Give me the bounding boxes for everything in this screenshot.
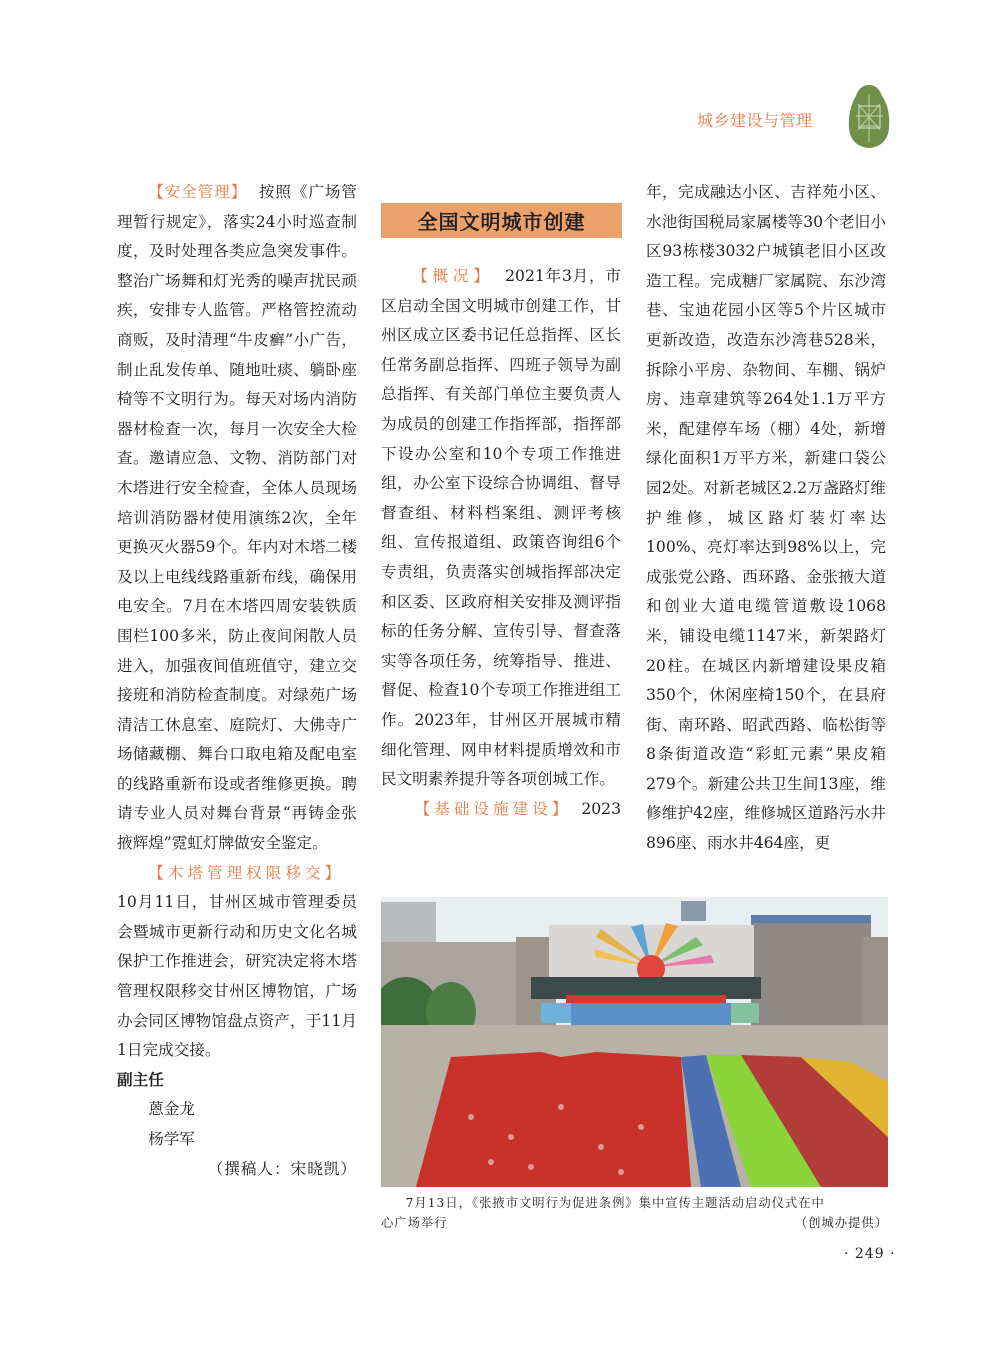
author-credit: （撰稿人：宋晓凯） xyxy=(207,1159,357,1178)
jade-seal-icon xyxy=(846,82,892,150)
section-banner xyxy=(381,203,622,238)
person-name: 杨学军 xyxy=(148,1130,195,1148)
paragraph-overview xyxy=(381,262,621,795)
caption-line-1: 7月13日，《张掖市文明行为促进条例》集中宣传主题活动启动仪式在中 xyxy=(405,1196,825,1210)
transfer-text: 10月11日，甘州区城市管理委员会暨城市更新行动和历史文化名城保护工作推进会，研究决定将木塔管理权限移交甘州区博物馆，广场办会同区博物馆盘点资产，于11月1日完成交接。 xyxy=(117,893,357,1060)
event-photo xyxy=(381,897,888,1187)
caption-line-2: 心广场举行 xyxy=(381,1216,448,1230)
square-ceremony-crowd-photo xyxy=(381,897,888,1187)
caption-line-2-row xyxy=(381,1213,888,1233)
page-number: · 249 · xyxy=(844,1246,896,1262)
section-tag-overview: 【概况】 xyxy=(412,267,494,285)
section-title: 全国文明城市创建 xyxy=(417,210,586,234)
paragraph-safety-management xyxy=(117,178,357,859)
overview-text: 2021年3月，市区启动全国文明城市创建工作，甘州区成立区委书记任总指挥、区长任常务副总指挥、四班子领导为副总指挥、有关部门单位主要负责人为成员的创建工作指挥部，指挥部下设办公室和10个专项工作推进组，办公室下设综合协调组、督导督查组、材料档案组、测评考核组、宣传报道组、政策咨询组6个专责组，负责落实创城指挥部决定和区委、区政府相关安排及测评指标的任务分解、宣传引导、督查落实等各项任务，统筹指导、推进、督促、检查10个专项工作推进组工作。2023年，甘州区开展城市精细化管理、网申材料提质增效和市民文明素养提升等各项创城工作。 xyxy=(381,267,621,789)
running-header-title: 城乡建设与管理 xyxy=(697,111,813,130)
section-tag-transfer: 【木塔管理权限移交】 xyxy=(148,863,345,882)
section-tag-infrastructure: 【基础设施建设】 xyxy=(414,799,572,818)
role-title: 副主任 xyxy=(117,1070,164,1089)
paragraph-tower-transfer xyxy=(117,859,357,889)
infrastructure-text-start: 2023 xyxy=(581,799,621,818)
column-middle xyxy=(381,262,621,824)
infrastructure-text-continued: 年，完成融达小区、吉祥苑小区、水池街国税局家属楼等30个老旧小区93栋楼3032户城镇老旧小区改造工程。完成糖厂家属院、东沙湾巷、宝迪花园小区等5个片区城市更新改造，改造东沙湾巷528米，拆除小平房、杂物间、车棚、锅炉房、违章建筑等264处1.1万平方米，配建停车场（棚）4处，新增绿化面积1万平方米，新建口袋公园2处。对新老城区2.2万盏路灯维护维修，城区路灯装灯率达100%、亮灯率达到98%以上，完成张党公路、西环路、金张掖大道和创业大道电缆管道敷设1068米，铺设电缆1147米，新架路灯20柱。在城区内新增建设果皮箱350个，休闲座椅150个，在县府街、南环路、昭武西路、临松街等8条街道改造“彩虹元素”果皮箱279个。新建公共卫生间13座，维修维护42座，维修城区道路污水井896座、雨水井464座，更 xyxy=(646,183,886,853)
photo-caption xyxy=(381,1193,888,1233)
crowd-red xyxy=(416,1052,691,1187)
column-left xyxy=(117,178,357,1184)
person-name: 蒽金龙 xyxy=(148,1100,195,1119)
safety-text: 按照《广场管理暂行规定》，落实24小时巡查制度，及时处理各类应急突发事件。整治广场舞和灯光秀的噪声扰民顽疾，安排专人监管。严格管控流动商贩，及时清理“牛皮癣”小广告，制止乱发传单、随地吐痰、躺卧座椅等不文明行为。每天对场内消防器材检查一次，每月一次安全大检查。邀请应急、文物、消防部门对木塔进行安全检查，全体人员现场培训消防器材使用演练2次，全年更换灭火器59个。年内对木塔二楼及以上电线线路重新布线，确保用电安全。7月在木塔四周安装铁质围栏100多米，防止夜间闲散人员进入，加强夜间值班值守，建立交接班和消防检查制度。对绿苑广场清洁工休息室、庭院灯、大佛寺广场储藏棚、舞台口取电箱及配电室的线路重新布设或者维修更换。聘请专业人员对舞台背景“再铸金张掖辉煌”霓虹灯牌做安全鉴定。 xyxy=(117,183,357,853)
paragraph-infrastructure xyxy=(381,795,621,825)
column-right xyxy=(646,178,886,859)
photo-credit: （创城办提供） xyxy=(794,1216,888,1230)
section-tag-safety: 【安全管理】 xyxy=(148,183,248,201)
